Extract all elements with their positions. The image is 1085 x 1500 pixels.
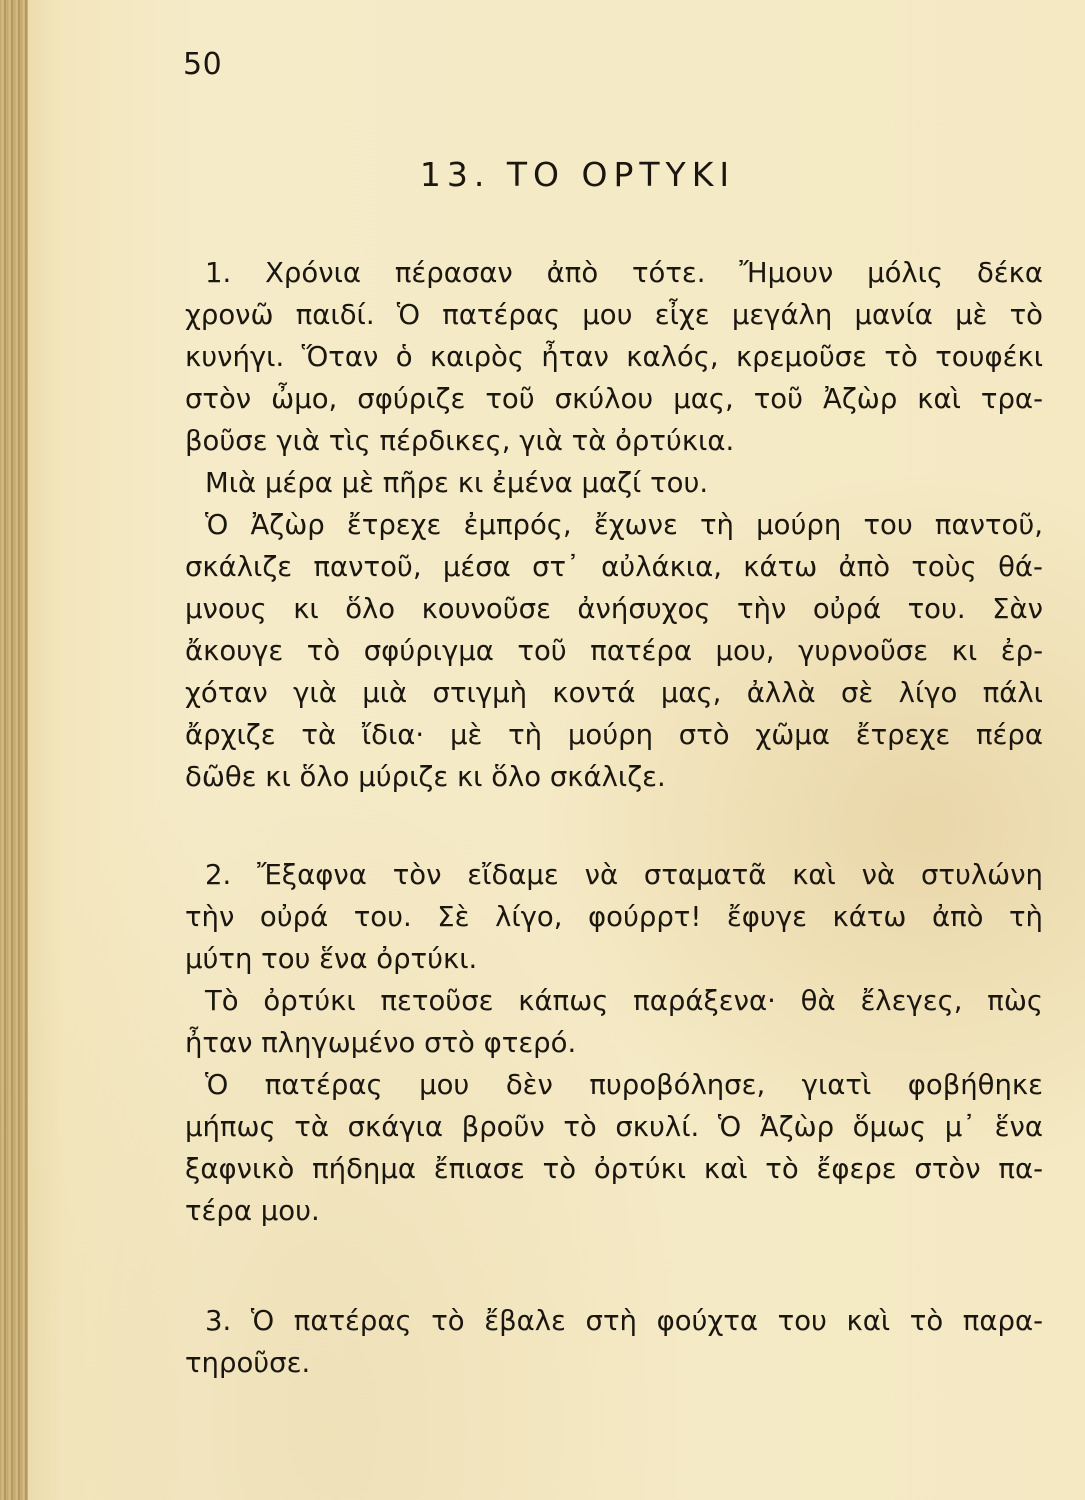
text-line: χόταν γιὰ μιὰ στιγμὴ κοντά μας, ἀλλὰ σὲ λίγο πάλι — [185, 677, 1043, 709]
text-line: σκάλιζε παντοῦ, μέσα στ᾽ αὐλάκια, κάτω ἀπὸ τοὺς θά- — [185, 551, 1043, 583]
text-line: Τὸ ὀρτύκι πετοῦσε κάπως παράξενα· θὰ ἔλεγες, πὼς — [205, 985, 1043, 1017]
text-line: τηροῦσε. — [185, 1347, 311, 1379]
text-line: βοῦσε γιὰ τὶς πέρδικες, γιὰ τὰ ὀρτύκια. — [185, 425, 735, 457]
page-binding-edge — [0, 0, 28, 1500]
text-line: ἦταν πληγωμένο στὸ φτερό. — [185, 1027, 577, 1059]
text-line: ξαφνικὸ πήδημα ἔπιασε τὸ ὀρτύκι καὶ τὸ ἔφερε στὸν πα- — [185, 1153, 1043, 1185]
chapter-title: 13. ΤΟ ΟΡΤΥΚΙ — [419, 155, 736, 194]
text-line: ἄκουγε τὸ σφύριγμα τοῦ πατέρα μου, γυρνοῦσε κι ἐρ- — [185, 635, 1043, 667]
text-line: κυνήγι. Ὅταν ὁ καιρὸς ἦταν καλός, κρεμοῦσε τὸ τουφέκι — [185, 341, 1043, 373]
paragraph-1 — [185, 252, 1043, 798]
text-line: Μιὰ μέρα μὲ πῆρε κι ἐμένα μαζί του. — [205, 467, 709, 499]
text-line: μήπως τὰ σκάγια βροῦν τὸ σκυλί. Ὁ Ἀζὼρ ὅμως μ᾽ ἕνα — [185, 1111, 1043, 1143]
paragraph-2 — [185, 854, 1043, 1232]
text-line: στὸν ὦμο, σφύριζε τοῦ σκύλου μας, τοῦ Ἀζὼρ καὶ τρα- — [185, 383, 1043, 415]
text-line: χρονῶ παιδί. Ὁ πατέρας μου εἶχε μεγάλη μανία μὲ τὸ — [185, 299, 1043, 331]
text-line: Ὁ Ἀζὼρ ἔτρεχε ἐμπρός, ἔχωνε τὴ μούρη του παντοῦ, — [205, 509, 1043, 541]
text-line: δῶθε κι ὅλο μύριζε κι ὅλο σκάλιζε. — [185, 761, 666, 793]
text-line: 3. Ὁ πατέρας τὸ ἔβαλε στὴ φούχτα του καὶ τὸ παρα- — [205, 1305, 1043, 1337]
text-line: τὴν οὐρά του. Σὲ λίγο, φούρρτ! ἔφυγε κάτω ἀπὸ τὴ — [185, 901, 1043, 933]
text-line: 1. Χρόνια πέρασαν ἀπὸ τότε. Ἤμουν μόλις δέκα — [205, 257, 1043, 289]
text-line: ἄρχιζε τὰ ἴδια· μὲ τὴ μούρη στὸ χῶμα ἔτρεχε πέρα — [185, 719, 1043, 751]
text-line: τέρα μου. — [185, 1195, 320, 1227]
text-line: Ὁ πατέρας μου δὲν πυροβόλησε, γιατὶ φοβήθηκε — [205, 1069, 1043, 1101]
text-line: 2. Ἔξαφνα τὸν εἴδαμε νὰ σταματᾶ καὶ νὰ στυλώνη — [205, 859, 1043, 891]
paragraph-3 — [185, 1300, 1043, 1384]
text-line: μύτη του ἕνα ὀρτύκι. — [185, 943, 478, 975]
text-line: μνους κι ὅλο κουνοῦσε ἀνήσυχος τὴν οὐρά του. Σὰν — [185, 593, 1043, 625]
page-number: 50 — [183, 47, 223, 82]
